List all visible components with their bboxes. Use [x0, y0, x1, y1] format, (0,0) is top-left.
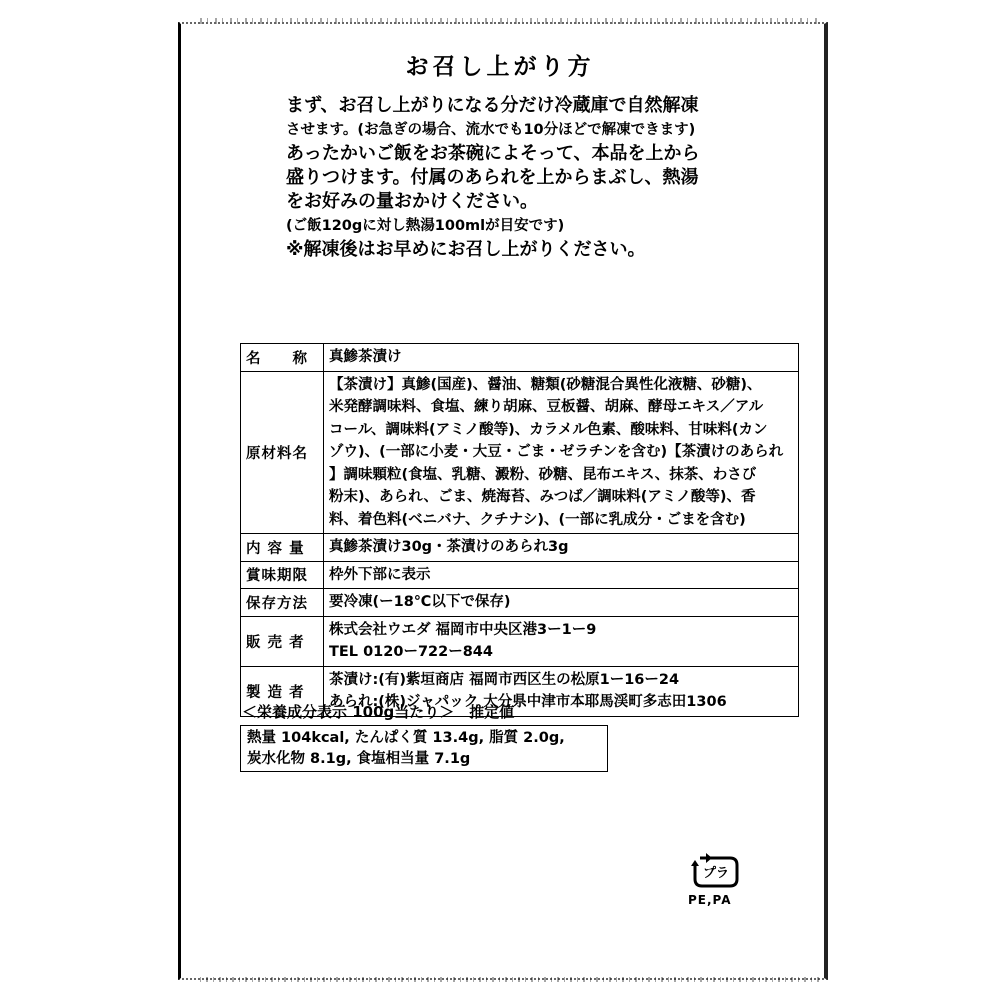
info-row: [241, 616, 799, 666]
info-row: [241, 589, 799, 617]
info-label: 原材料名: [241, 371, 324, 534]
instruction-line: まず、お召し上がりになる分だけ冷蔵庫で自然解凍: [286, 95, 699, 116]
info-value: 株式会社ウエダ 福岡市中央区港3ー1ー9 TEL 0120ー722ー844: [324, 616, 799, 666]
nutrition-box: [240, 725, 608, 772]
scan-edge-bottom: [200, 977, 820, 982]
info-value: 要冷凍(ー18℃以下で保存): [324, 589, 799, 617]
info-value: 真鯵茶漬け: [324, 344, 799, 372]
info-label: 製 造 者: [241, 666, 324, 716]
instruction-line: させます。(お急ぎの場合、流水でも10分ほどで解凍できます): [286, 122, 696, 138]
instruction-line: あったかいご飯をお茶碗によそって、本品を上から: [286, 143, 700, 164]
nutrition-line-1: 熱量 104kcal, たんぱく質 13.4g, 脂質 2.0g,: [247, 730, 565, 746]
instruction-line: (ご飯120gに対し熱湯100mlが目安です): [286, 218, 565, 234]
nutrition-heading: ＜栄養成分表示 100g当たり＞ 推定値: [242, 703, 515, 721]
info-label: 保存方法: [241, 589, 324, 617]
info-value: 真鯵茶漬け30g・茶漬けのあられ3g: [324, 534, 799, 562]
recycle-material-label: PE,PA: [688, 893, 732, 907]
plastic-recycle-mark-icon: [690, 852, 742, 892]
preparation-instructions: [286, 94, 806, 262]
info-value: 【茶漬け】真鯵(国産)、醤油、糖類(砂糖混合異性化液糖、砂糖)、 米発酵調味料、食塩、練り胡麻、豆板醤、胡麻、酵母エキス／アル コール、調味料(アミノ酸等)、カラメル色素、酸味料、甘味料(カン ゾウ)、(一部に小麦・大豆・ごま・ゼラチンを含む)【茶漬けのあられ 】調味顆粒(食塩、乳糖、澱粉、砂糖、昆布エキス、抹茶、わさび 粉末)、あられ、ごま、焼海苔、みつば／調味料(アミノ酸等)、香 料、着色料(ベニバナ、クチナシ)、(一部に乳成分・ごまを含む): [324, 371, 799, 534]
info-value: 茶漬け:(有)紫垣商店 福岡市西区生の松原1ー16ー24 あられ:(株)ジャパック 大分県中津市本耶馬渓町多志田1306: [324, 666, 799, 716]
info-label: 名 称: [241, 344, 324, 372]
info-value: 枠外下部に表示: [324, 561, 799, 589]
info-row: [241, 371, 799, 534]
instruction-line: をお好みの量おかけください。: [286, 191, 538, 212]
info-row: [241, 561, 799, 589]
info-label: 内 容 量: [241, 534, 324, 562]
section-title: お召し上がり方: [405, 54, 595, 80]
instruction-line: 盛りつけます。付属のあられを上からまぶし、熱湯: [286, 167, 699, 188]
info-row: [241, 534, 799, 562]
nutrition-line-2: 炭水化物 8.1g, 食塩相当量 7.1g: [247, 751, 471, 767]
instruction-line: ※解凍後はお早めにお召し上がりください。: [286, 239, 646, 260]
info-row: [241, 344, 799, 372]
info-label: 賞味期限: [241, 561, 324, 589]
product-info-table: [240, 343, 799, 717]
recycle-mark-text: プラ: [702, 866, 730, 881]
info-label: 販 売 者: [241, 616, 324, 666]
